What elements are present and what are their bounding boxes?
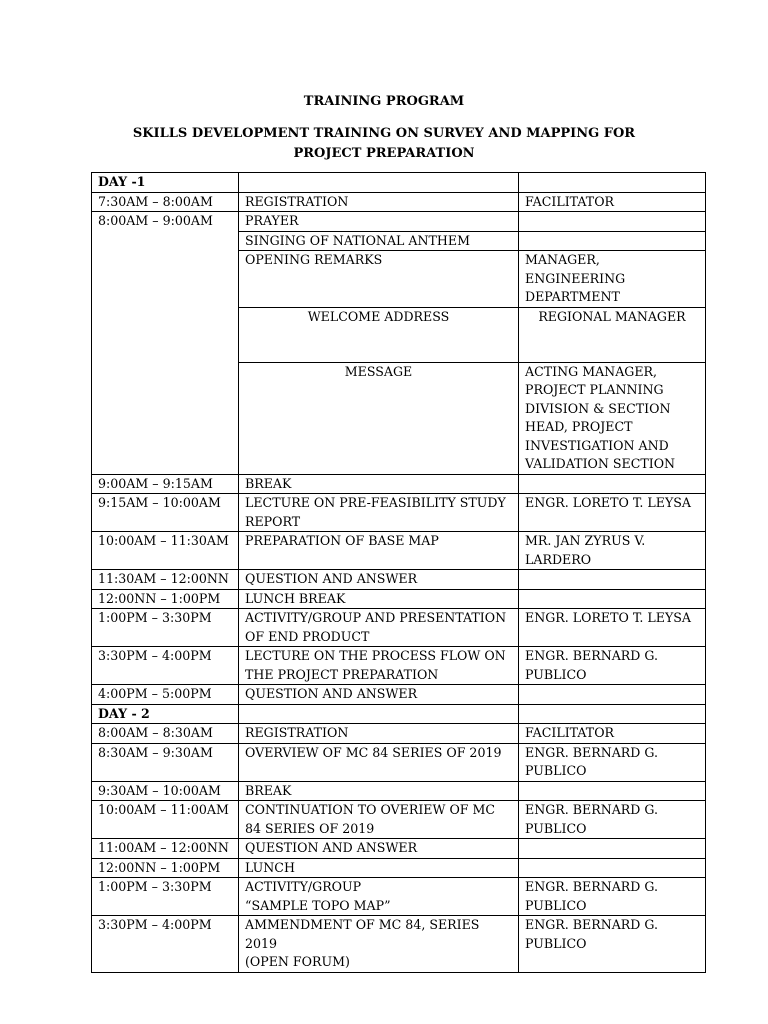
time-cell: 9:00AM – 9:15AM bbox=[92, 474, 239, 494]
activity-cell: PRAYER bbox=[239, 212, 519, 232]
table-row bbox=[92, 474, 706, 494]
activity-line: AMMENDMENT OF MC 84, SERIES 2019 bbox=[245, 917, 480, 951]
table-row bbox=[92, 724, 706, 744]
activity-cell: OVERVIEW OF MC 84 SERIES OF 2019 bbox=[239, 743, 519, 781]
day-label: DAY -1 bbox=[92, 173, 239, 193]
person-cell bbox=[519, 570, 706, 590]
time-cell: 3:30PM – 4:00PM bbox=[92, 916, 239, 973]
person-cell: FACILITATOR bbox=[519, 192, 706, 212]
table-row bbox=[92, 743, 706, 781]
person-cell bbox=[519, 858, 706, 878]
person-cell bbox=[519, 589, 706, 609]
person-cell: ENGR. BERNARD G. PUBLICO bbox=[519, 801, 706, 839]
document-subtitle: SKILLS DEVELOPMENT TRAINING ON SURVEY AND MAPPING FOR PROJECT PREPARATION bbox=[132, 126, 636, 161]
activity-cell: QUESTION AND ANSWER bbox=[239, 839, 519, 859]
person-cell: ENGR. BERNARD G. PUBLICO bbox=[519, 743, 706, 781]
activity-cell: SINGING OF NATIONAL ANTHEM bbox=[239, 231, 519, 251]
person-cell bbox=[519, 212, 706, 232]
day-label: DAY - 2 bbox=[92, 704, 239, 724]
time-cell: 8:00AM – 9:00AM bbox=[92, 212, 239, 475]
time-cell: 12:00NN – 1:00PM bbox=[92, 589, 239, 609]
activity-cell: QUESTION AND ANSWER bbox=[239, 685, 519, 705]
time-cell: 9:15AM – 10:00AM bbox=[92, 494, 239, 532]
person-cell: ENGR. BERNARD G. PUBLICO bbox=[519, 647, 706, 685]
activity-cell: OPENING REMARKS bbox=[239, 251, 519, 308]
table-row bbox=[92, 532, 706, 570]
table-row bbox=[92, 609, 706, 647]
time-cell: 1:00PM – 3:30PM bbox=[92, 609, 239, 647]
table-row bbox=[92, 685, 706, 705]
table-row bbox=[92, 494, 706, 532]
document-title: TRAINING PROGRAM bbox=[303, 94, 465, 109]
activity-cell bbox=[239, 916, 519, 973]
person-cell bbox=[519, 474, 706, 494]
person-cell: ACTING MANAGER, PROJECT PLANNING DIVISION & SECTION HEAD, PROJECT INVESTIGATION AND VALIDATION SECTION bbox=[519, 362, 706, 474]
activity-cell bbox=[239, 878, 519, 916]
time-cell: 10:00AM – 11:00AM bbox=[92, 801, 239, 839]
table-row bbox=[92, 878, 706, 916]
activity-cell: PREPARATION OF BASE MAP bbox=[239, 532, 519, 570]
activity-cell: QUESTION AND ANSWER bbox=[239, 570, 519, 590]
activity-cell: REGISTRATION bbox=[239, 192, 519, 212]
activity-cell: MESSAGE bbox=[239, 362, 519, 474]
person-cell: REGIONAL MANAGER bbox=[519, 307, 706, 362]
time-cell: 10:00AM – 11:30AM bbox=[92, 532, 239, 570]
time-cell: 11:30AM – 12:00NN bbox=[92, 570, 239, 590]
person-cell: ENGR. BERNARD G. PUBLICO bbox=[519, 878, 706, 916]
activity-cell: LECTURE ON PRE-FEASIBILITY STUDY REPORT bbox=[239, 494, 519, 532]
day-header-row bbox=[92, 704, 706, 724]
time-cell: 7:30AM – 8:00AM bbox=[92, 192, 239, 212]
table-row bbox=[92, 647, 706, 685]
person-cell: ENGR. LORETO T. LEYSA bbox=[519, 609, 706, 647]
table-row bbox=[92, 570, 706, 590]
activity-line: ACTIVITY/GROUP bbox=[245, 879, 362, 894]
time-cell: 3:30PM – 4:00PM bbox=[92, 647, 239, 685]
person-cell bbox=[519, 839, 706, 859]
person-cell: MANAGER, ENGINEERING DEPARTMENT bbox=[519, 251, 706, 308]
table-row bbox=[92, 839, 706, 859]
activity-cell: BREAK bbox=[239, 781, 519, 801]
activity-cell: CONTINUATION TO OVERIEW OF MC 84 SERIES OF 2019 bbox=[239, 801, 519, 839]
day-header-row bbox=[92, 173, 706, 193]
activity-cell: LECTURE ON THE PROCESS FLOW ON THE PROJECT PREPARATION bbox=[239, 647, 519, 685]
person-cell: FACILITATOR bbox=[519, 724, 706, 744]
table-row bbox=[92, 801, 706, 839]
table-row bbox=[92, 858, 706, 878]
time-cell: 8:30AM – 9:30AM bbox=[92, 743, 239, 781]
person-cell: MR. JAN ZYRUS V. LARDERO bbox=[519, 532, 706, 570]
person-cell: ENGR. LORETO T. LEYSA bbox=[519, 494, 706, 532]
person-cell: ENGR. BERNARD G. PUBLICO bbox=[519, 916, 706, 973]
table-row bbox=[92, 916, 706, 973]
time-cell: 11:00AM – 12:00NN bbox=[92, 839, 239, 859]
time-cell: 4:00PM – 5:00PM bbox=[92, 685, 239, 705]
activity-line: “SAMPLE TOPO MAP” bbox=[245, 897, 391, 913]
activity-cell: LUNCH BREAK bbox=[239, 589, 519, 609]
time-cell: 9:30AM – 10:00AM bbox=[92, 781, 239, 801]
person-cell bbox=[519, 685, 706, 705]
time-cell: 8:00AM – 8:30AM bbox=[92, 724, 239, 744]
time-cell: 12:00NN – 1:00PM bbox=[92, 858, 239, 878]
table-row bbox=[92, 589, 706, 609]
activity-cell: LUNCH bbox=[239, 858, 519, 878]
activity-cell: REGISTRATION bbox=[239, 724, 519, 744]
activity-cell: ACTIVITY/GROUP AND PRESENTATION OF END PRODUCT bbox=[239, 609, 519, 647]
activity-cell: BREAK bbox=[239, 474, 519, 494]
schedule-table bbox=[91, 172, 706, 973]
time-cell: 1:00PM – 3:30PM bbox=[92, 878, 239, 916]
table-row bbox=[92, 212, 706, 232]
activity-cell: WELCOME ADDRESS bbox=[239, 307, 519, 362]
person-cell bbox=[519, 781, 706, 801]
activity-line: (OPEN FORUM) bbox=[245, 954, 350, 969]
person-cell bbox=[519, 231, 706, 251]
table-row bbox=[92, 781, 706, 801]
table-row bbox=[92, 192, 706, 212]
